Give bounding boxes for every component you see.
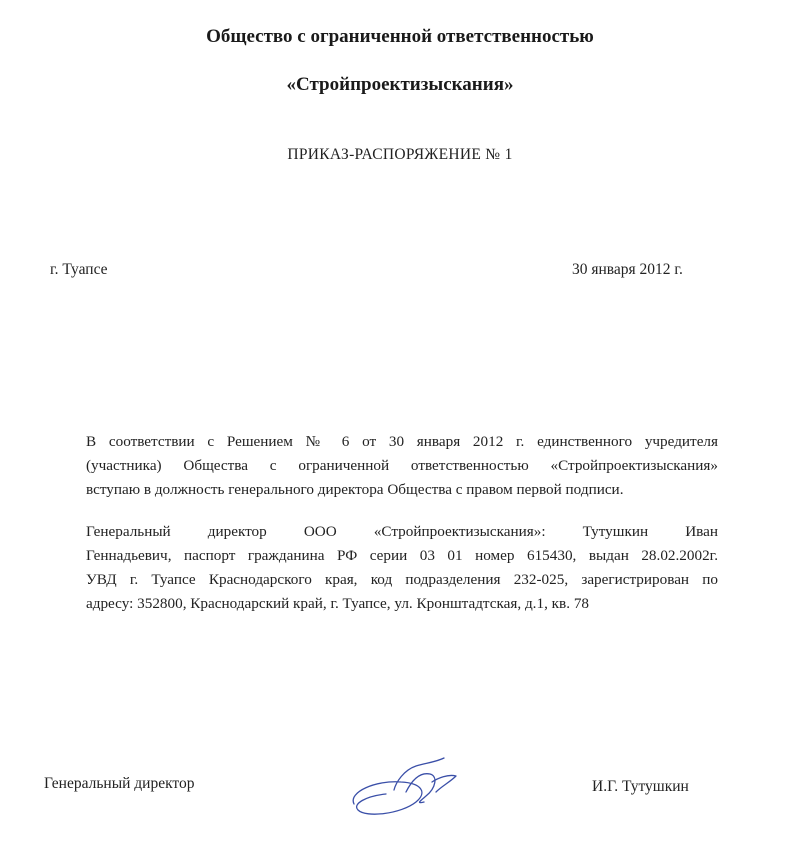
paragraph-director-details (86, 520, 718, 616)
paragraph-line: вступаю в должность генерального директора Общества с правом первой подписи. (86, 481, 624, 498)
signature-title: Генеральный директор (44, 775, 195, 792)
handwritten-signature (346, 752, 466, 822)
order-title: ПРИКАЗ-РАСПОРЯЖЕНИЕ № 1 (287, 146, 513, 163)
paragraph-line: Геннадьевич, паспорт гражданина РФ серии 03 01 номер 615430, выдан 28.02.2002г. (86, 547, 718, 564)
paragraph-line: адресу: 352800, Краснодарский край, г. Туапсе, ул. Кронштадтская, д.1, кв. 78 (86, 595, 590, 612)
paragraph-line: Генеральный директор ООО «Стройпроектизыскания»: Тутушкин Иван (86, 523, 718, 540)
paragraph-line: В соответствии с Решением № 6 от 30 января 2012 г. единственного учредителя (86, 433, 718, 450)
org-name-line2: «Стройпроектизыскания» (286, 74, 514, 95)
paragraph-decision (86, 430, 718, 502)
paragraph-line: (участника) Общества с ограниченной ответственностью «Стройпроектизыскания» (86, 457, 718, 474)
org-name-line1: Общество с ограниченной ответственностью (206, 26, 594, 47)
signatory-name: И.Г. Тутушкин (592, 778, 689, 795)
order-date: 30 января 2012 г. (572, 261, 683, 278)
paragraph-line: УВД г. Туапсе Краснодарского края, код подразделения 232-025, зарегистрирован по (86, 571, 718, 588)
city: г. Туапсе (50, 261, 108, 278)
